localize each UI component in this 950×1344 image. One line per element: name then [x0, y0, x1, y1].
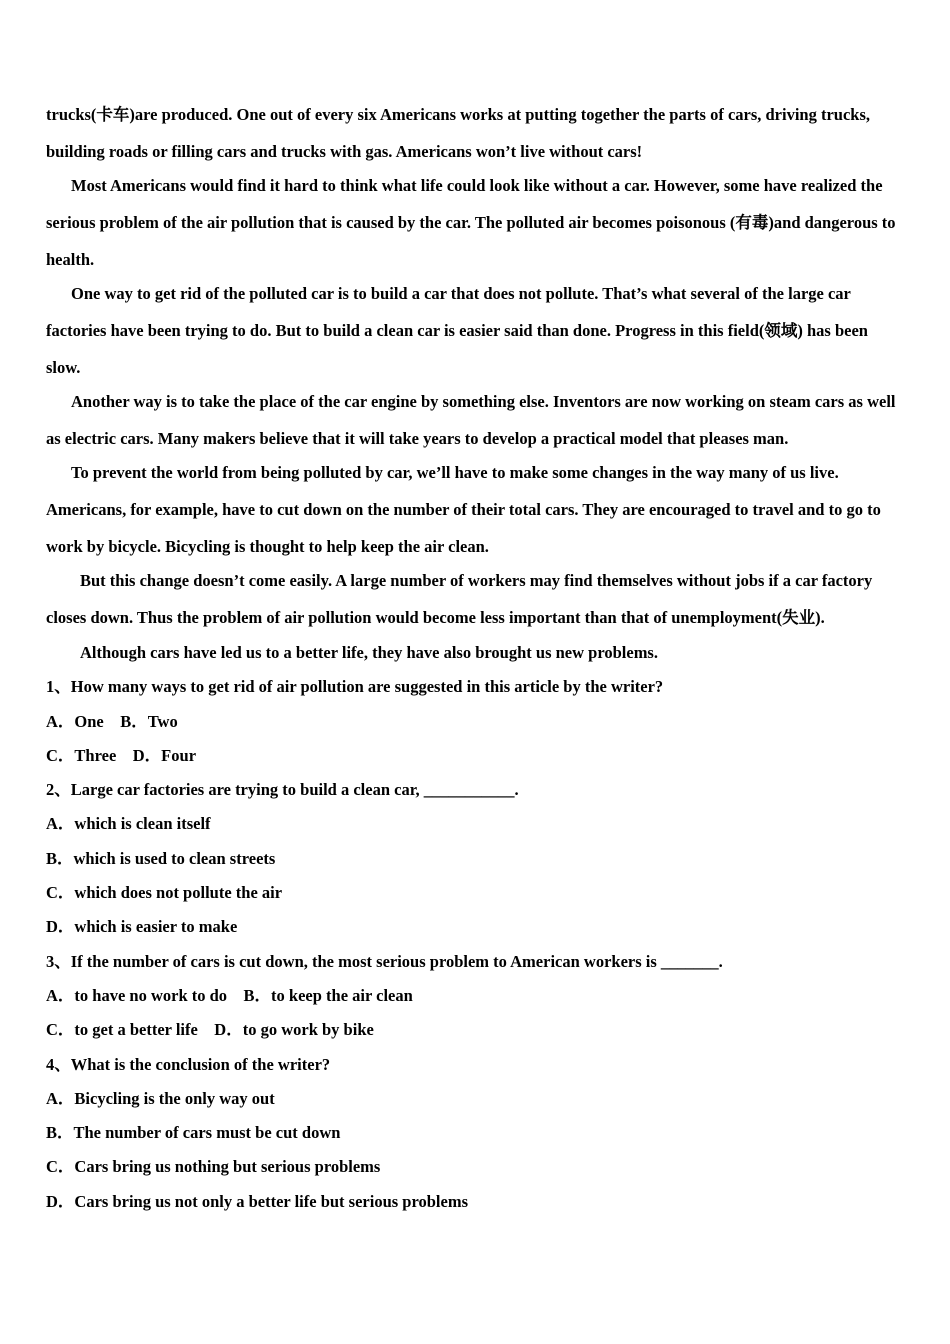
question-4-stem: 4、What is the conclusion of the writer?	[46, 1054, 331, 1074]
passage-paragraph-5: To prevent the world from being polluted by car, we’ll have to make some changes in the way many of us live. Americans, for example, have to cut down on the number of their total cars. They are encouraged to travel and to go to work by bicycle. Bicycling is thought to help keep the air clean.	[46, 463, 881, 556]
question-3-options-ab: A．to have no work to do B．to keep the air clean	[46, 985, 413, 1005]
question-3-options-cd: C．to get a better life D．to go work by bike	[46, 1020, 374, 1040]
question-1-options-cd: C．Three D．Four	[46, 745, 197, 765]
question-1-options-ab: A．One B．Two	[46, 711, 178, 731]
passage-paragraph-7: Although cars have led us to a better life, they have also brought us new problems.	[80, 643, 658, 662]
passage-paragraph-3: One way to get rid of the polluted car is to build a car that does not pollute. That’s what several of the large car factories have been trying to do. But to build a clean car is easier said than done. Progress in this field(领域) has been slow.	[46, 284, 868, 377]
question-3-stem: 3、If the number of cars is cut down, the most serious problem to American workers is _______.	[46, 951, 723, 971]
passage-paragraph-1: trucks(卡车)are produced. One out of every six Americans works at putting together the parts of cars, driving trucks, building roads or filling cars and trucks with gas. Americans won’t live without cars!	[46, 105, 871, 161]
question-4-option-d: D．Cars bring us not only a better life but serious problems	[46, 1191, 468, 1211]
questions-section	[46, 670, 898, 1219]
passage-paragraph-4: Another way is to take the place of the car engine by something else. Inventors are now working on steam cars as well as electric cars. Many makers believe that it will take years to develop a practical model that pleases man.	[46, 392, 896, 448]
question-2-option-c: C．which does not pollute the air	[46, 883, 283, 903]
question-2-option-b: B．which is used to clean streets	[46, 848, 276, 868]
question-4-option-c: C．Cars bring us nothing but serious problems	[46, 1157, 381, 1177]
question-2-option-d: D．which is easier to make	[46, 917, 238, 937]
question-4-option-b: B．The number of cars must be cut down	[46, 1123, 341, 1143]
question-2-option-a: A．which is clean itself	[46, 814, 211, 834]
passage-paragraph-6: But this change doesn’t come easily. A large number of workers may find themselves without jobs if a car factory closes down. Thus the problem of air pollution would become less important than that of unemployment(失业).	[46, 571, 873, 627]
question-2-stem: 2、Large car factories are trying to build a clean car, ___________.	[46, 780, 519, 800]
question-1-stem: 1、How many ways to get rid of air pollution are suggested in this article by the writer?	[46, 677, 664, 697]
question-4-option-a: A．Bicycling is the only way out	[46, 1088, 275, 1108]
document-page	[46, 96, 898, 1219]
passage-paragraph-2: Most Americans would find it hard to think what life could look like without a car. However, some have realized the serious problem of the air pollution that is caused by the car. The polluted air becomes poisonous (有毒)and dangerous to health.	[46, 176, 896, 269]
